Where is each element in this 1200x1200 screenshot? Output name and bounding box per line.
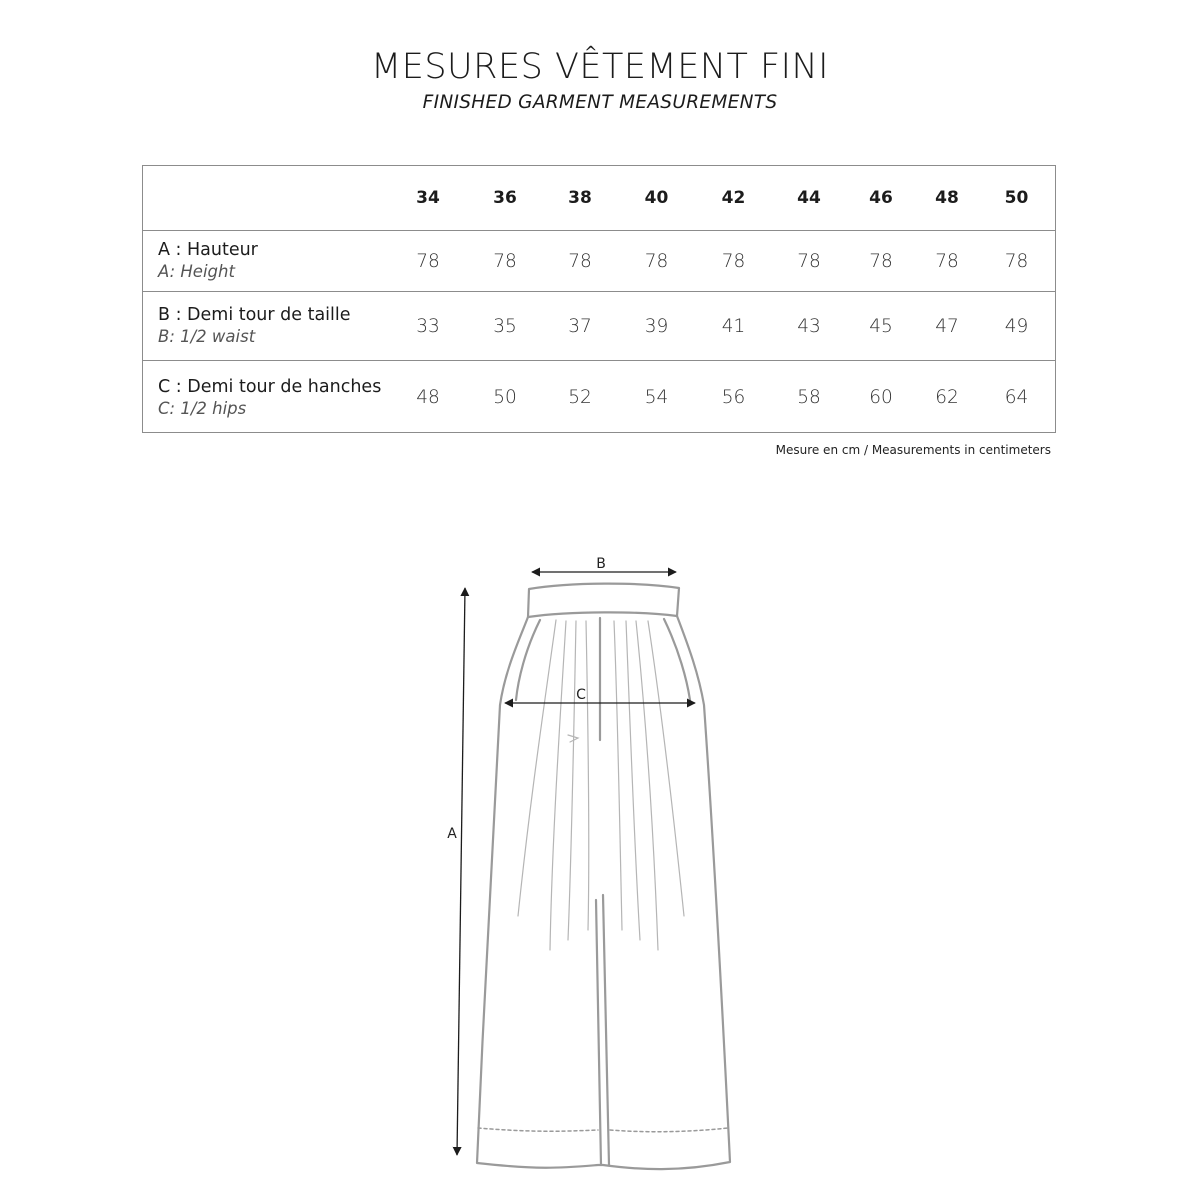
table-cell: 56 (721, 387, 746, 408)
dimension-c-label: C (576, 687, 586, 703)
units-note: Mesure en cm / Measurements in centimeters (775, 443, 1051, 457)
table-cell: 50 (493, 387, 517, 408)
size-header: 46 (869, 188, 893, 208)
trouser-outline (477, 584, 730, 1170)
table-cell: 41 (721, 315, 746, 337)
table-cell: 78 (721, 250, 746, 272)
table-cell: 47 (935, 315, 959, 337)
table-cell: 60 (869, 387, 893, 408)
row-label-fr: A : Hauteur (158, 240, 258, 260)
row-label-fr: B : Demi tour de taille (158, 305, 351, 325)
page-subtitle: FINISHED GARMENT MEASUREMENTS (422, 92, 778, 113)
row-label-en: B: 1/2 waist (158, 327, 256, 346)
row-label-fr: C : Demi tour de hanches (158, 376, 382, 397)
table-cell: 49 (1004, 315, 1029, 337)
pocket-right (664, 619, 690, 700)
front-slit (596, 895, 609, 1165)
waistband (528, 584, 679, 617)
table-cell: 62 (935, 387, 959, 408)
page-title: MESURES VÊTEMENT FINI (371, 47, 829, 87)
table-cell: 64 (1004, 387, 1029, 408)
table-cell: 78 (935, 250, 959, 272)
trouser-body (477, 616, 730, 1169)
table-cell: 37 (568, 315, 592, 337)
table-cell: 78 (416, 250, 440, 272)
table-cell: 78 (493, 250, 517, 272)
row-label-en: A: Height (158, 262, 235, 281)
size-header: 42 (721, 188, 746, 208)
dimension-b-label: B (596, 556, 606, 572)
table-cell: 58 (797, 387, 821, 408)
table-cell: 33 (416, 315, 440, 337)
table-cell: 78 (1004, 250, 1029, 272)
size-header: 48 (935, 188, 959, 208)
table-cell: 54 (644, 387, 669, 408)
table-cell: 78 (568, 250, 592, 272)
table-cell: 78 (644, 250, 669, 272)
hem-line (478, 1128, 728, 1132)
size-header: 40 (644, 188, 669, 208)
table-cell: 52 (568, 387, 592, 408)
pocket-left (516, 620, 540, 700)
table-cell: 39 (644, 315, 669, 337)
table-cell: 35 (493, 315, 517, 337)
row-label-en: C: 1/2 hips (158, 398, 247, 418)
size-header: 34 (416, 188, 440, 208)
size-header: 50 (1004, 188, 1029, 208)
table-cell: 45 (869, 315, 893, 337)
table-cell: 48 (416, 387, 440, 408)
dimension-a-label: A (447, 826, 457, 842)
size-header: 38 (568, 188, 592, 208)
size-header: 36 (493, 188, 517, 208)
table-cell: 78 (869, 250, 893, 272)
table-cell: 78 (797, 250, 821, 272)
dimension-a-line (457, 588, 465, 1155)
table-cell: 43 (797, 315, 821, 337)
size-header: 44 (797, 188, 821, 208)
